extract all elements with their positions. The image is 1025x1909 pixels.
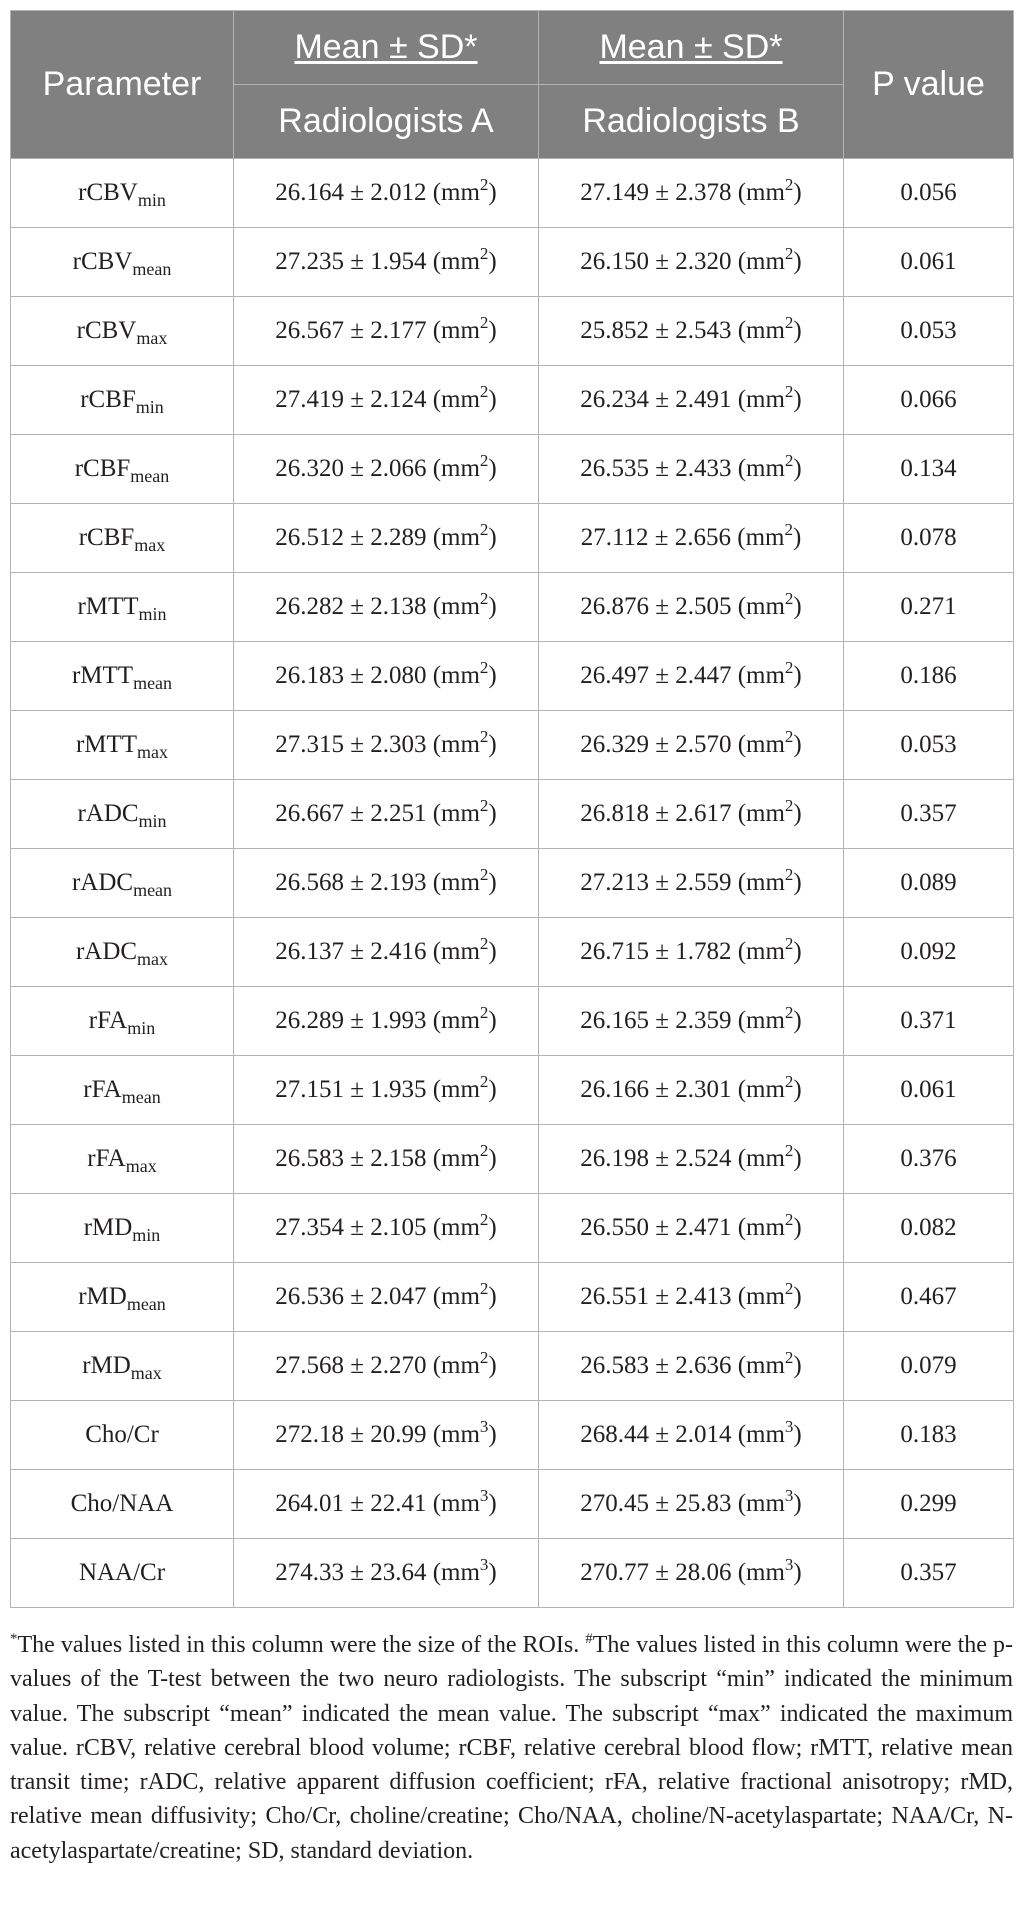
mean-sd-value: 26.667 ± 2.251 (mm: [275, 800, 480, 827]
parameter-name: rMD: [82, 1352, 131, 1379]
unit-exponent: 2: [479, 865, 489, 884]
parameter-name: rADC: [75, 938, 138, 965]
mean-sd-value: 26.567 ± 2.177 (mm: [275, 317, 480, 344]
radiologist-a-value-cell: [234, 1401, 539, 1470]
p-value-cell: 0.061: [844, 228, 1014, 297]
table-row: [11, 711, 1014, 780]
radiologist-b-value-cell: [539, 228, 844, 297]
radiologist-a-value-cell: [234, 159, 539, 228]
p-value-cell: 0.082: [844, 1194, 1014, 1263]
mean-sd-value: 25.852 ± 2.543 (mm: [580, 317, 785, 344]
mean-sd-value: 26.164 ± 2.012 (mm: [275, 179, 480, 206]
unit-exponent: 2: [479, 382, 489, 401]
radiologist-a-value-cell: [234, 849, 539, 918]
mean-sd-value: 26.715 ± 1.782 (mm: [580, 938, 785, 965]
mean-sd-value: 26.329 ± 2.570 (mm: [580, 731, 785, 758]
parameter-cell: [11, 228, 234, 297]
unit-close-paren: ): [793, 1007, 802, 1034]
parameter-subscript: mean: [133, 880, 173, 900]
radiologist-b-value-cell: [539, 1263, 844, 1332]
unit-close-paren: ): [488, 455, 497, 482]
parameter-subscript: max: [134, 535, 166, 555]
p-value-cell: 0.061: [844, 1056, 1014, 1125]
footnote-hash-marker: #: [585, 1631, 593, 1647]
table-row: [11, 1125, 1014, 1194]
unit-close-paren: ): [793, 1214, 802, 1241]
table-row: [11, 1056, 1014, 1125]
parameter-name: rCBV: [72, 248, 133, 275]
unit-exponent: 2: [784, 1141, 794, 1160]
parameter-name: rMD: [78, 1283, 127, 1310]
radiologist-b-value-cell: [539, 1470, 844, 1539]
mean-sd-value: 27.568 ± 2.270 (mm: [275, 1352, 480, 1379]
mean-sd-value: 27.151 ± 1.935 (mm: [275, 1076, 480, 1103]
p-value-cell: 0.186: [844, 642, 1014, 711]
radiologist-a-value-cell: [234, 642, 539, 711]
unit-exponent: 2: [784, 382, 794, 401]
footnote-hash-text: The values listed in this column were the p-values of the T-test between the two neuro radiologists. The subscript “min” indicated the minimum value. The subscript “mean” indicated the mean value. The subscript “max” indicated the maximum value. rCBV, relative cerebral blood volume; rCBF, relative cerebral blood flow; rMTT, relative mean transit time; rADC, relative apparent diffusion coefficient; rFA, relative fractional anisotropy; rMD, relative mean diffusivity; Cho/Cr, choline/creatine; Cho/NAA, choline/N-acetylaspartate; NAA/Cr, N-acetylaspartate/creatine; SD, standard deviation.: [10, 1632, 1013, 1864]
parameter-subscript: min: [132, 1225, 161, 1245]
mean-sd-value: 27.213 ± 2.559 (mm: [580, 869, 785, 896]
unit-close-paren: ): [793, 1145, 802, 1172]
parameter-name: rADC: [77, 800, 139, 827]
unit-exponent: 2: [479, 727, 489, 746]
parameter-cell: [11, 642, 234, 711]
mean-sd-value: 26.137 ± 2.416 (mm: [275, 938, 480, 965]
unit-exponent: 2: [479, 658, 489, 677]
radiologist-a-value-cell: [234, 1470, 539, 1539]
parameter-name: rMTT: [71, 662, 134, 689]
radiologist-a-value-cell: [234, 1194, 539, 1263]
mean-sd-value: 270.77 ± 28.06 (mm: [580, 1559, 785, 1586]
unit-close-paren: ): [793, 662, 802, 689]
mean-sd-value: 26.183 ± 2.080 (mm: [275, 662, 480, 689]
unit-exponent: 2: [479, 1141, 489, 1160]
radiologist-b-value-cell: [539, 1539, 844, 1608]
unit-close-paren: ): [793, 800, 802, 827]
unit-exponent: 3: [784, 1486, 794, 1505]
p-value-cell: 0.134: [844, 435, 1014, 504]
unit-close-paren: ): [488, 731, 497, 758]
mean-sd-value: 27.149 ± 2.378 (mm: [580, 179, 785, 206]
table-row: [11, 642, 1014, 711]
table-row: [11, 366, 1014, 435]
mean-sd-value: 26.165 ± 2.359 (mm: [580, 1007, 785, 1034]
p-value-cell: 0.092: [844, 918, 1014, 987]
radiologist-b-value-cell: [539, 711, 844, 780]
radiologist-a-value-cell: [234, 504, 539, 573]
unit-exponent: 2: [479, 1210, 489, 1229]
header-p-value: P value: [844, 11, 1014, 159]
table-row: [11, 504, 1014, 573]
header-radiologists-a: Radiologists A: [234, 85, 539, 159]
mean-sd-value: 26.320 ± 2.066 (mm: [275, 455, 480, 482]
unit-close-paren: ): [793, 179, 802, 206]
unit-close-paren: ): [793, 1352, 802, 1379]
parameter-cell: [11, 435, 234, 504]
table-row: [11, 1263, 1014, 1332]
unit-exponent: 2: [784, 1003, 794, 1022]
table-row: [11, 780, 1014, 849]
unit-close-paren: ): [488, 1283, 497, 1310]
table-row: [11, 918, 1014, 987]
mean-sd-value: 26.282 ± 2.138 (mm: [275, 593, 480, 620]
unit-close-paren: ): [488, 938, 497, 965]
parameter-cell: [11, 1263, 234, 1332]
unit-close-paren: ): [792, 524, 802, 551]
unit-close-paren: ): [793, 386, 802, 413]
parameter-subscript: max: [137, 742, 169, 762]
p-value-cell: 0.467: [844, 1263, 1014, 1332]
radiologist-b-value-cell: [539, 159, 844, 228]
parameter-cell: [11, 504, 234, 573]
unit-close-paren: ): [488, 1352, 497, 1379]
mean-sd-value: 26.198 ± 2.524 (mm: [580, 1145, 785, 1172]
parameter-name: rADC: [71, 869, 134, 896]
radiologist-a-value-cell: [234, 297, 539, 366]
unit-exponent: 2: [784, 589, 794, 608]
mean-sd-value: 26.551 ± 2.413 (mm: [580, 1283, 785, 1310]
unit-exponent: 2: [479, 934, 489, 953]
unit-close-paren: ): [488, 524, 497, 551]
mean-sd-value: 26.512 ± 2.289 (mm: [275, 524, 480, 551]
mean-sd-value: 26.289 ± 1.993 (mm: [275, 1007, 480, 1034]
parameter-name: rCBV: [78, 179, 138, 206]
p-value-cell: 0.053: [844, 711, 1014, 780]
radiologist-b-value-cell: [539, 366, 844, 435]
unit-close-paren: ): [793, 1076, 802, 1103]
table-row: [11, 1401, 1014, 1470]
parameter-cell: [11, 573, 234, 642]
mean-sd-value: 26.550 ± 2.471 (mm: [580, 1214, 785, 1241]
radiologist-a-value-cell: [234, 711, 539, 780]
p-value-cell: 0.357: [844, 1539, 1014, 1608]
mean-sd-value: 27.315 ± 2.303 (mm: [275, 731, 480, 758]
parameter-subscript: min: [135, 397, 164, 417]
parameter-name: Cho/NAA: [70, 1490, 174, 1517]
unit-exponent: 3: [479, 1555, 489, 1574]
unit-close-paren: ): [488, 869, 497, 896]
radiologist-b-value-cell: [539, 918, 844, 987]
parameter-name: rCBF: [80, 386, 136, 413]
radiologist-b-value-cell: [539, 780, 844, 849]
unit-exponent: 2: [479, 244, 489, 263]
p-value-cell: 0.357: [844, 780, 1014, 849]
parameter-cell: [11, 1056, 234, 1125]
mean-sd-value: 274.33 ± 23.64 (mm: [275, 1559, 480, 1586]
radiologist-b-value-cell: [539, 1332, 844, 1401]
parameter-subscript: min: [138, 811, 167, 831]
unit-close-paren: ): [488, 593, 497, 620]
parameter-subscript: mean: [121, 1087, 161, 1107]
unit-close-paren: ): [793, 938, 802, 965]
unit-close-paren: ): [488, 179, 497, 206]
parameter-cell: [11, 1332, 234, 1401]
unit-close-paren: ): [488, 1145, 497, 1172]
table-header: [11, 11, 1014, 159]
unit-exponent: 2: [784, 244, 794, 263]
radiologist-b-value-cell: [539, 1194, 844, 1263]
parameter-name: rFA: [83, 1076, 122, 1103]
header-parameter: Parameter: [11, 11, 234, 159]
unit-close-paren: ): [488, 800, 497, 827]
parameter-subscript: min: [137, 190, 166, 210]
table-row: [11, 1332, 1014, 1401]
unit-close-paren: ): [793, 455, 802, 482]
parameter-cell: [11, 1470, 234, 1539]
parameter-subscript: min: [138, 604, 167, 624]
unit-close-paren: ): [488, 1559, 497, 1586]
unit-exponent: 2: [479, 175, 489, 194]
parameter-cell: [11, 780, 234, 849]
unit-exponent: 2: [479, 451, 489, 470]
parameter-subscript: min: [127, 1018, 156, 1038]
parameter-name: rFA: [87, 1145, 126, 1172]
radiologist-b-value-cell: [539, 642, 844, 711]
radiologist-b-value-cell: [539, 987, 844, 1056]
unit-exponent: 2: [784, 1210, 794, 1229]
mean-sd-value: 26.876 ± 2.505 (mm: [580, 593, 785, 620]
parameter-subscript: max: [130, 1363, 162, 1383]
mean-sd-value: 26.583 ± 2.636 (mm: [580, 1352, 785, 1379]
footnote-star-marker: *: [10, 1631, 18, 1647]
p-value-cell: 0.089: [844, 849, 1014, 918]
unit-exponent: 2: [784, 934, 794, 953]
mean-sd-value: 270.45 ± 25.83 (mm: [580, 1490, 785, 1517]
radiologist-b-value-cell: [539, 573, 844, 642]
parameter-name: rMTT: [77, 593, 139, 620]
unit-close-paren: ): [488, 317, 497, 344]
parameter-cell: [11, 297, 234, 366]
radiologist-a-value-cell: [234, 228, 539, 297]
radiologist-a-value-cell: [234, 780, 539, 849]
radiologist-b-value-cell: [539, 849, 844, 918]
table-row: [11, 573, 1014, 642]
unit-exponent: 2: [784, 1279, 794, 1298]
unit-exponent: 3: [784, 1417, 794, 1436]
parameter-name: Cho/Cr: [85, 1421, 159, 1448]
unit-exponent: 2: [479, 796, 489, 815]
parameter-subscript: max: [136, 328, 168, 348]
unit-exponent: 2: [479, 313, 489, 332]
unit-exponent: 2: [479, 589, 489, 608]
mean-sd-value: 26.583 ± 2.158 (mm: [275, 1145, 480, 1172]
radiologist-b-value-cell: [539, 435, 844, 504]
table-row: [11, 1539, 1014, 1608]
table-row: [11, 1470, 1014, 1539]
table-row: [11, 228, 1014, 297]
header-radiologists-b: Radiologists B: [539, 85, 844, 159]
radiologist-b-value-cell: [539, 1125, 844, 1194]
parameter-cell: [11, 159, 234, 228]
parameter-subscript: max: [137, 949, 169, 969]
unit-close-paren: ): [793, 248, 802, 275]
unit-exponent: 3: [784, 1555, 794, 1574]
radiologist-a-value-cell: [234, 573, 539, 642]
table-footnote: [10, 1628, 1013, 1868]
unit-exponent: 2: [479, 520, 489, 539]
unit-close-paren: ): [793, 1559, 802, 1586]
parameter-subscript: mean: [130, 466, 170, 486]
radiologist-a-value-cell: [234, 1263, 539, 1332]
radiologist-a-value-cell: [234, 1125, 539, 1194]
unit-exponent: 2: [784, 1072, 794, 1091]
unit-close-paren: ): [793, 1283, 802, 1310]
p-value-cell: 0.079: [844, 1332, 1014, 1401]
mean-sd-value: 26.166 ± 2.301 (mm: [580, 1076, 785, 1103]
table-row: [11, 1194, 1014, 1263]
mean-sd-value: 26.150 ± 2.320 (mm: [580, 248, 785, 275]
unit-exponent: 2: [479, 1003, 489, 1022]
mean-sd-value: 27.235 ± 1.954 (mm: [275, 248, 480, 275]
parameter-name: rMTT: [75, 731, 138, 758]
parameter-cell: [11, 1401, 234, 1470]
radiologist-a-value-cell: [234, 918, 539, 987]
header-mean-sd-b: Mean ± SD*: [539, 11, 844, 85]
p-value-cell: 0.376: [844, 1125, 1014, 1194]
unit-exponent: 2: [784, 865, 794, 884]
mean-sd-value: 268.44 ± 2.014 (mm: [580, 1421, 785, 1448]
unit-exponent: 2: [784, 727, 794, 746]
parameter-subscript: mean: [126, 1294, 166, 1314]
parameter-cell: [11, 918, 234, 987]
parameter-cell: [11, 1194, 234, 1263]
header-mean-sd-a: Mean ± SD*: [234, 11, 539, 85]
parameter-subscript: max: [125, 1156, 157, 1176]
unit-close-paren: ): [488, 662, 497, 689]
radiologist-a-value-cell: [234, 1332, 539, 1401]
radiologist-b-value-cell: [539, 1401, 844, 1470]
unit-exponent: 2: [784, 1348, 794, 1367]
unit-exponent: 3: [479, 1417, 489, 1436]
parameter-name: rCBF: [74, 455, 131, 482]
mean-sd-value: 26.535 ± 2.433 (mm: [580, 455, 785, 482]
parameter-name: rMD: [83, 1214, 133, 1241]
parameter-cell: [11, 711, 234, 780]
parameter-subscript: mean: [133, 673, 173, 693]
unit-close-paren: ): [488, 1421, 497, 1448]
footnote-star-text: The values listed in this column were the size of the ROIs.: [17, 1632, 586, 1658]
parameter-name: NAA/Cr: [78, 1559, 166, 1586]
table-row: [11, 435, 1014, 504]
mean-sd-value: 27.419 ± 2.124 (mm: [275, 386, 480, 413]
parameter-name: rCBF: [78, 524, 135, 551]
table-row: [11, 297, 1014, 366]
unit-close-paren: ): [793, 731, 802, 758]
unit-exponent: 2: [784, 175, 794, 194]
table-row: [11, 849, 1014, 918]
unit-close-paren: ): [793, 1421, 802, 1448]
unit-close-paren: ): [488, 1076, 497, 1103]
radiologist-b-value-cell: [539, 504, 844, 573]
unit-close-paren: ): [488, 1490, 497, 1517]
mean-sd-value: 26.234 ± 2.491 (mm: [580, 386, 785, 413]
radiologist-a-value-cell: [234, 366, 539, 435]
radiologist-a-value-cell: [234, 1056, 539, 1125]
p-value-cell: 0.183: [844, 1401, 1014, 1470]
unit-exponent: 2: [479, 1072, 489, 1091]
unit-close-paren: ): [488, 248, 497, 275]
unit-close-paren: ): [488, 386, 497, 413]
mean-sd-value: 272.18 ± 20.99 (mm: [275, 1421, 480, 1448]
unit-close-paren: ): [793, 1490, 802, 1517]
unit-exponent: 2: [479, 1279, 489, 1298]
table-body: [11, 159, 1014, 1608]
mean-sd-value: 26.536 ± 2.047 (mm: [275, 1283, 480, 1310]
table-row: [11, 987, 1014, 1056]
unit-exponent: 2: [784, 658, 794, 677]
unit-exponent: 2: [784, 796, 794, 815]
p-value-cell: 0.053: [844, 297, 1014, 366]
mean-sd-value: 26.497 ± 2.447 (mm: [580, 662, 785, 689]
parameter-cell: [11, 849, 234, 918]
unit-close-paren: ): [793, 317, 802, 344]
unit-close-paren: ): [793, 869, 802, 896]
parameter-comparison-table: [10, 10, 1014, 1608]
p-value-cell: 0.066: [844, 366, 1014, 435]
mean-sd-value: 27.354 ± 2.105 (mm: [275, 1214, 480, 1241]
mean-sd-value: 27.112 ± 2.656 (mm: [580, 524, 785, 551]
parameter-cell: [11, 366, 234, 435]
p-value-cell: 0.078: [844, 504, 1014, 573]
p-value-cell: 0.271: [844, 573, 1014, 642]
unit-exponent: 3: [479, 1486, 489, 1505]
mean-sd-value: 26.818 ± 2.617 (mm: [580, 800, 785, 827]
parameter-cell: [11, 987, 234, 1056]
parameter-subscript: mean: [132, 259, 172, 279]
radiologist-b-value-cell: [539, 297, 844, 366]
data-table-container: [10, 10, 1013, 1608]
unit-exponent: 2: [784, 313, 794, 332]
parameter-cell: [11, 1539, 234, 1608]
table-row: [11, 159, 1014, 228]
mean-sd-value: 26.568 ± 2.193 (mm: [275, 869, 480, 896]
unit-close-paren: ): [488, 1007, 497, 1034]
radiologist-a-value-cell: [234, 1539, 539, 1608]
p-value-cell: 0.056: [844, 159, 1014, 228]
p-value-cell: 0.371: [844, 987, 1014, 1056]
radiologist-a-value-cell: [234, 435, 539, 504]
unit-exponent: 2: [784, 451, 794, 470]
unit-close-paren: ): [793, 593, 802, 620]
radiologist-a-value-cell: [234, 987, 539, 1056]
parameter-name: rFA: [88, 1007, 128, 1034]
unit-close-paren: ): [488, 1214, 497, 1241]
parameter-cell: [11, 1125, 234, 1194]
parameter-name: rCBV: [76, 317, 137, 344]
unit-exponent: 2: [479, 1348, 489, 1367]
p-value-cell: 0.299: [844, 1470, 1014, 1539]
radiologist-b-value-cell: [539, 1056, 844, 1125]
mean-sd-value: 264.01 ± 22.41 (mm: [275, 1490, 480, 1517]
unit-exponent: 2: [784, 520, 793, 539]
